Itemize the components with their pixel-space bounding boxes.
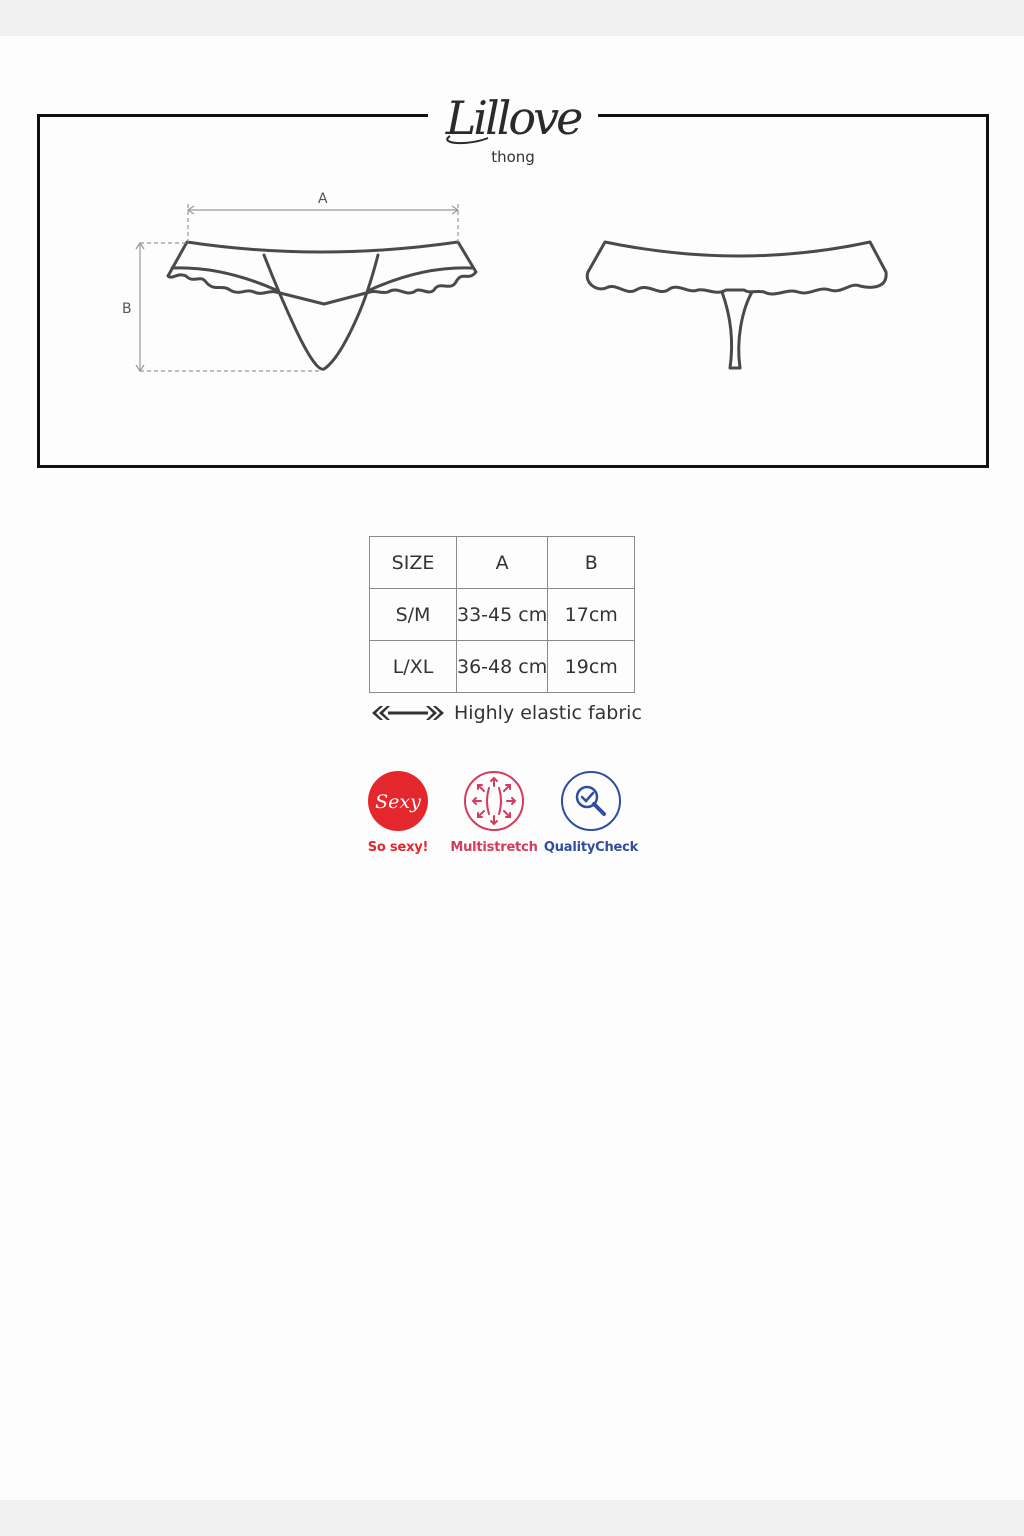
b-cell: 17cm xyxy=(548,589,635,641)
badge-multistretch xyxy=(439,770,549,855)
multistretch-icon xyxy=(463,770,525,832)
badge-label: Multistretch xyxy=(450,840,538,855)
table-row xyxy=(370,641,635,693)
fabric-note-text: Highly elastic fabric xyxy=(454,702,642,724)
double-arrow-stretch-icon xyxy=(372,704,444,722)
svg-text:Lillove: Lillove xyxy=(445,91,581,145)
header-size: SIZE xyxy=(370,537,457,589)
size-cell: S/M xyxy=(370,589,457,641)
garment-diagrams xyxy=(0,0,1024,480)
table-row xyxy=(370,589,635,641)
header-b: B xyxy=(548,537,635,589)
brand-logo xyxy=(428,74,598,174)
badge-label: QualityCheck xyxy=(543,840,639,855)
quality-check-icon xyxy=(560,770,622,832)
front-view-drawing xyxy=(168,242,476,369)
a-cell: 36-48 cm xyxy=(457,641,548,693)
badge-quality-check xyxy=(536,770,646,855)
svg-text:Sexy: Sexy xyxy=(375,791,421,813)
dimension-a-label: A xyxy=(318,191,328,207)
badge-label: So sexy! xyxy=(367,840,429,855)
brand-script-logo xyxy=(428,74,598,154)
dimension-b-label: B xyxy=(122,301,132,317)
dimension-lines xyxy=(136,204,458,371)
table-header-row xyxy=(370,537,635,589)
size-table xyxy=(369,536,635,693)
product-type-label: thong xyxy=(491,148,535,166)
back-view-drawing xyxy=(587,242,886,368)
fabric-note xyxy=(372,700,642,726)
sexy-icon xyxy=(367,770,429,832)
header-a: A xyxy=(457,537,548,589)
size-cell: L/XL xyxy=(370,641,457,693)
a-cell: 33-45 cm xyxy=(457,589,548,641)
badge-so-sexy xyxy=(343,770,453,855)
b-cell: 19cm xyxy=(548,641,635,693)
